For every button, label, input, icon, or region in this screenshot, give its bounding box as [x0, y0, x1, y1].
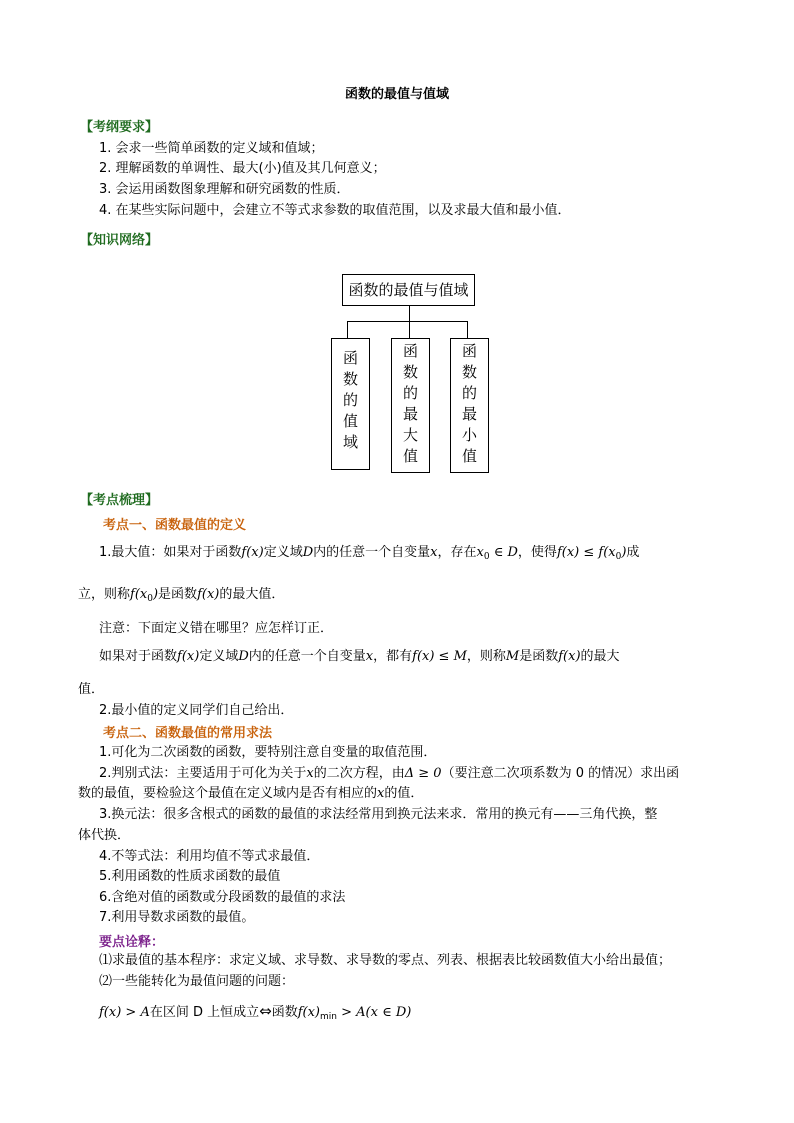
method-item: 4.不等式法：利用均值不等式求最值．: [99, 849, 320, 864]
notes-heading: 要点诠释：: [99, 935, 165, 950]
diagram-child-range: 函 数 的 值 域: [331, 338, 370, 470]
method-item: 3.换元法：很多含根式的函数的最值的求法经常用到换元法来求．常用的换元有——三角代换，整: [99, 807, 658, 822]
method-item: 7.利用导数求函数的最值。: [99, 910, 255, 925]
min-definition-line: 2.最小值的定义同学们自己给出．: [99, 703, 294, 718]
diagram-child-min: 函 数 的 最 小 值: [450, 338, 489, 473]
method-item-cont: 体代换．: [78, 828, 131, 843]
note-item: ⑵一些能转化为最值问题的问题：: [99, 974, 295, 989]
kp2-heading: 考点二、函数最值的常用求法: [103, 726, 273, 741]
diagram-connector: [347, 321, 468, 322]
note-formula: f(x) > A在区间 D 上恒成立⇔函数$f(x)_{min} > A(x$ ∈ D): [99, 1002, 412, 1022]
method-item: 1.可化为二次函数的函数，要特别注意自变量的取值范围．: [99, 745, 437, 760]
method-item: 5.利用函数的性质求函数的最值: [99, 869, 281, 884]
method-item-cont: 数的最值，要检验这个最值在定义域内是否有相应的x的值．: [78, 786, 424, 801]
requirement-item: 2. 理解函数的单调性、最大(小)值及其几何意义；: [99, 161, 386, 176]
section-requirements-heading: 【考纲要求】: [80, 120, 159, 135]
kp1-heading: 考点一、函数最值的定义: [103, 518, 247, 533]
section-network-heading: 【知识网络】: [80, 233, 159, 248]
max-definition-line: 1.最大值：如果对于函数f(x)定义域D内的任意一个自变量x，存在$x_0$ ∈ D，使得$f(x) \le f(x_0)$成: [99, 545, 640, 562]
requirement-item: 1. 会求一些简单函数的定义域和值域；: [99, 141, 324, 156]
diagram-root-box: 函数的最值与值域: [342, 274, 475, 306]
page-title: 函数的最值与值域: [344, 87, 449, 102]
diagram-connector: [409, 305, 410, 321]
wrong-definition-line-2: 值．: [78, 682, 105, 697]
diagram-connector: [467, 321, 468, 338]
method-item: 2.判别式法：主要适用于可化为关于x的二次方程，由Δ ≥ 0（要注意二次项系数为 0 的情况）求出函: [99, 766, 680, 781]
requirement-item: 4. 在某些实际问题中，会建立不等式求参数的取值范围，以及求最大值和最小值．: [99, 203, 571, 218]
wrong-definition-line: 如果对于函数f(x)定义域D内的任意一个自变量x，都有f(x) ≤ M，则称M是函数f(x)的最大: [99, 649, 620, 664]
diagram-connector: [409, 321, 410, 338]
max-definition-line-2: 立，则称$f(x_0)$是函数f(x)的最大值．: [78, 587, 285, 604]
diagram-connector: [347, 321, 348, 338]
diagram-child-max: 函 数 的 最 大 值: [391, 338, 430, 473]
requirement-item: 3. 会运用函数图象理解和研究函数的性质．: [99, 182, 350, 197]
note-item: ⑴求最值的基本程序：求定义域、求导数、求导数的零点、列表、根据表比较函数值大小给出最值；: [99, 953, 672, 968]
section-points-heading: 【考点梳理】: [80, 493, 159, 508]
method-item: 6.含绝对值的函数或分段函数的最值的求法: [99, 890, 346, 905]
note-line: 注意：下面定义错在哪里？应怎样订正．: [99, 621, 334, 636]
